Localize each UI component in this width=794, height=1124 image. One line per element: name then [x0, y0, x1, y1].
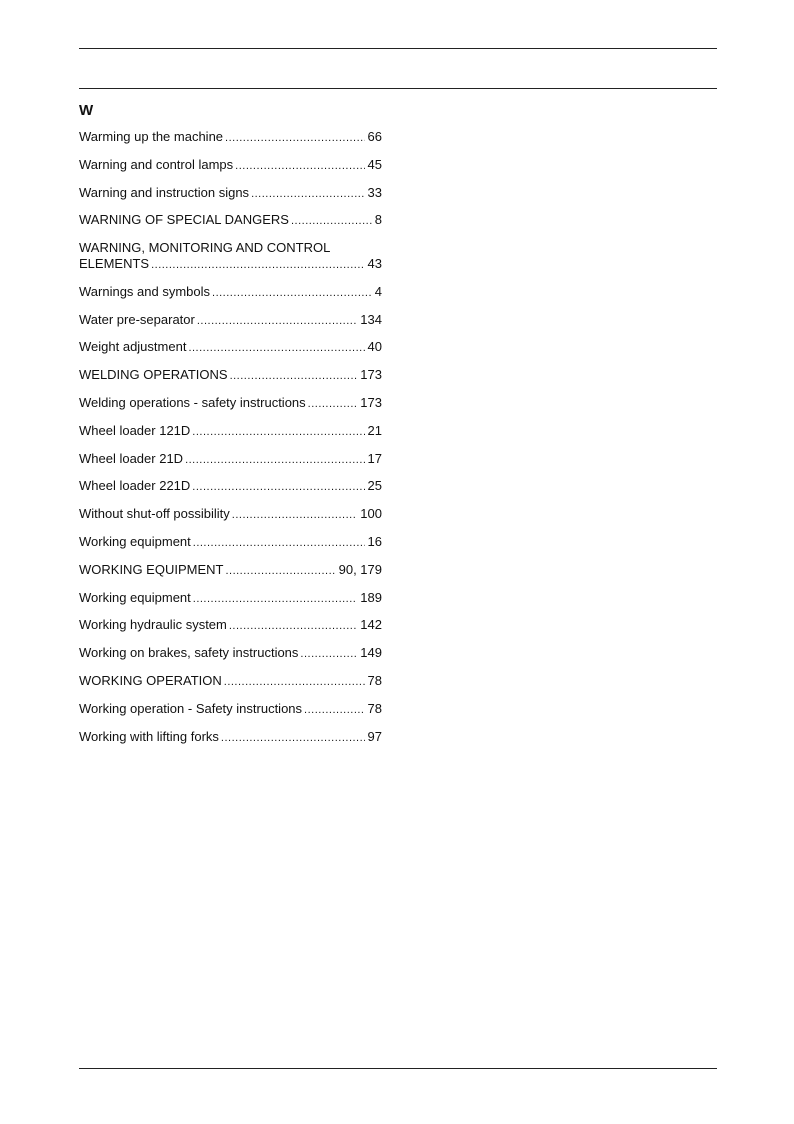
index-entry	[79, 185, 382, 202]
header-rule-top	[79, 48, 717, 49]
entry-label: ELEMENTS	[79, 256, 150, 272]
entry-label: Warning and control lamps	[79, 156, 234, 172]
entry-page-number: 189	[360, 589, 382, 605]
index-entry	[79, 240, 382, 273]
entry-label: WORKING EQUIPMENT	[79, 561, 224, 577]
entry-label: Working on brakes, safety instructions	[79, 645, 299, 661]
entry-page-number: 17	[367, 450, 382, 466]
entry-page-number: 8	[374, 212, 382, 228]
entry-label: Working hydraulic system	[79, 617, 227, 633]
footer-rule	[79, 1068, 717, 1069]
dot-leader	[251, 186, 364, 202]
entry-page-number: 78	[367, 672, 382, 688]
entry-label: Warnings and symbols	[79, 283, 211, 299]
dot-leader	[225, 563, 335, 579]
entry-page-number: 149	[360, 645, 382, 661]
entry-label: Warning and instruction signs	[79, 184, 250, 200]
entry-page-number: 4	[374, 283, 382, 299]
entry-label: WARNING OF SPECIAL DANGERS	[79, 212, 289, 228]
entry-label-line1: WARNING, MONITORING AND CONTROL	[79, 240, 331, 256]
index-entry	[79, 645, 382, 662]
index-entry	[79, 212, 382, 229]
entry-page-number: 173	[360, 394, 382, 410]
index-entry	[79, 451, 382, 468]
entry-page-number: 100	[360, 506, 382, 522]
entry-label: Weight adjustment	[79, 339, 187, 355]
dot-leader	[304, 702, 365, 718]
dot-leader	[192, 424, 364, 440]
index-list	[79, 129, 382, 756]
dot-leader	[235, 158, 364, 174]
index-entry	[79, 590, 382, 607]
index-entry	[79, 339, 382, 356]
dot-leader	[308, 396, 358, 412]
dot-leader	[232, 507, 358, 523]
entry-label: Working equipment	[79, 589, 191, 605]
dot-leader	[193, 591, 358, 607]
entry-page-number: 90, 179	[338, 561, 382, 577]
index-section-letter: W	[79, 102, 94, 119]
index-entry	[79, 478, 382, 495]
entry-label: Welding operations - safety instructions	[79, 394, 306, 410]
entry-page-number: 33	[367, 184, 382, 200]
dot-leader	[197, 313, 357, 329]
dot-leader	[229, 618, 357, 634]
entry-page-number: 66	[367, 129, 382, 144]
dot-leader	[192, 479, 364, 495]
entry-label: Working with lifting forks	[79, 728, 219, 744]
dot-leader	[291, 213, 372, 229]
index-entry	[79, 701, 382, 718]
entry-page-number: 40	[367, 339, 382, 355]
index-entry	[79, 617, 382, 634]
entry-label: Without shut-off possibility	[79, 506, 230, 522]
index-entry	[79, 534, 382, 551]
dot-leader	[185, 452, 364, 468]
entry-page-number: 45	[367, 156, 382, 172]
index-entry	[79, 395, 382, 412]
entry-label: Working operation - Safety instructions	[79, 700, 303, 716]
index-entry	[79, 367, 382, 384]
index-entry	[79, 312, 382, 329]
index-entry	[79, 506, 382, 523]
dot-leader	[300, 646, 357, 662]
index-entry	[79, 423, 382, 440]
entry-label: Working equipment	[79, 533, 191, 549]
entry-page-number: 78	[367, 700, 382, 716]
dot-leader	[151, 257, 364, 273]
entry-page-number: 21	[367, 422, 382, 438]
header-rule-second	[79, 88, 717, 89]
dot-leader	[212, 285, 372, 301]
entry-label: WORKING OPERATION	[79, 672, 222, 688]
index-entry	[79, 562, 382, 579]
entry-page-number: 25	[367, 478, 382, 494]
dot-leader	[225, 130, 365, 146]
entry-page-number: 43	[367, 256, 382, 272]
index-entry	[79, 284, 382, 301]
dot-leader	[221, 730, 365, 746]
entry-label: WELDING OPERATIONS	[79, 367, 228, 383]
entry-page-number: 173	[360, 367, 382, 383]
entry-label: Wheel loader 21D	[79, 450, 184, 466]
entry-page-number: 97	[367, 728, 382, 744]
entry-page-number: 134	[360, 311, 382, 327]
index-entry	[79, 673, 382, 690]
index-entry	[79, 129, 382, 146]
index-entry	[79, 729, 382, 746]
dot-leader	[193, 535, 365, 551]
entry-label: Wheel loader 121D	[79, 422, 191, 438]
dot-leader	[188, 340, 364, 356]
entry-label: Wheel loader 221D	[79, 478, 191, 494]
entry-label: Water pre-separator	[79, 311, 195, 327]
entry-page-number: 16	[367, 533, 382, 549]
dot-leader	[230, 368, 358, 384]
entry-label: Warming up the machine	[79, 129, 224, 144]
index-entry	[79, 157, 382, 174]
dot-leader	[224, 674, 365, 690]
entry-page-number: 142	[360, 617, 382, 633]
